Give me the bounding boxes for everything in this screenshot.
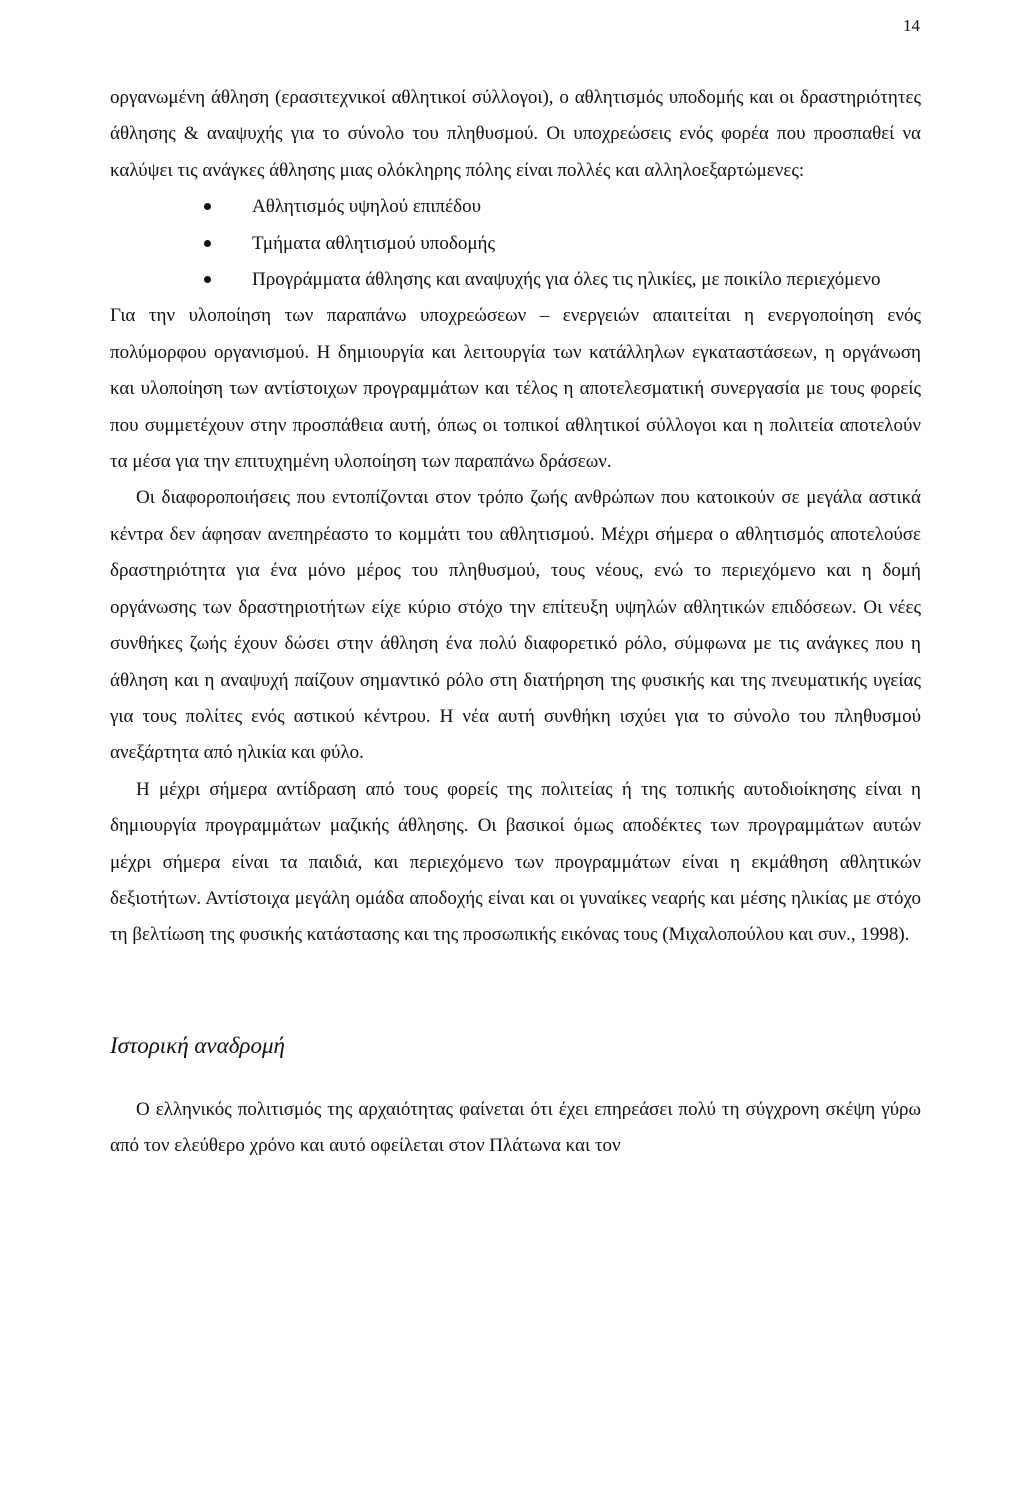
section-heading: Ιστορική αναδρομή (110, 1032, 285, 1058)
spacer (110, 1064, 921, 1092)
bullet-item: Αθλητισμός υψηλού επιπέδου (244, 189, 921, 225)
page-number: 14 (903, 16, 920, 35)
section-paragraph: Ο ελληνικός πολιτισμός της αρχαιότητας φαίνεται ότι έχει επηρεάσει πολύ τη σύγχρονη σκέψη γύρω από τον ελεύθερο χρόνο και αυτό οφείλεται στον Πλάτωνα και τον (110, 1098, 921, 1157)
body-text (110, 80, 921, 1165)
continuation-paragraph: Για την υλοποίηση των παραπάνω υποχρεώσεων – ενεργειών απαιτείται η ενεργοποίηση ενός πολύμορφου οργανισμού. Η δημιουργία και λειτουργία των κατάλληλων εγκαταστάσεων, η οργάνωση και υλοποίηση των αντίστοιχων προγραμμάτων και τέλος η αποτελεσματική συνεργασία με τους φορείς που συμμετέχουν στην προσπάθεια αυτή, όπως οι τοπικοί αθλητικοί σύλλογοι και η πολιτεία αποτελούν τα μέσα για την επιτυχημένη υλοποίηση των παραπάνω δράσεων. (110, 305, 921, 473)
bullet-list (110, 189, 921, 298)
intro-paragraph: οργανωμένη άθληση (ερασιτεχνικοί αθλητικοί σύλλογοι), ο αθλητισμός υποδομής και οι δραστηριότητες άθλησης & αναψυχής για το σύνολο του πληθυσμού. Οι υποχρεώσεις ενός φορέα που προσπαθεί να καλύψει τις ανάγκες άθλησης μιας ολόκληρης πόλης είναι πολλές και αλληλοεξαρτώμενες: (110, 87, 921, 181)
bullet-item: Προγράμματα άθλησης και αναψυχής για όλες τις ηλικίες, με ποικίλο περιεχόμενο (244, 262, 921, 298)
spacer (110, 954, 921, 1028)
bullet-item: Τμήματα αθλητισμού υποδομής (244, 226, 921, 262)
body-paragraph: Η μέχρι σήμερα αντίδραση από τους φορείς της πολιτείας ή της τοπικής αυτοδιοίκησης είναι η δημιουργία προγραμμάτων μαζικής άθλησης. Οι βασικοί όμως αποδέκτες των προγραμμάτων αυτών μέχρι σήμερα είναι τα παιδιά, και περιεχόμενο των προγραμμάτων είναι η εκμάθηση αθλητικών δεξιοτήτων. Αντίστοιχα μεγάλη ομάδα αποδοχής είναι και οι γυναίκες νεαρής και μέσης ηλικίας με στόχο τη βελτίωση της φυσικής κατάστασης και της προσωπικής εικόνας τους (Μιχαλοπούλου και συν., 1998). (110, 778, 921, 946)
body-paragraph: Οι διαφοροποιήσεις που εντοπίζονται στον τρόπο ζωής ανθρώπων που κατοικούν σε μεγάλα αστικά κέντρα δεν άφησαν ανεπηρέαστο το κομμάτι του αθλητισμού. Μέχρι σήμερα ο αθλητισμός αποτελούσε δραστηριότητα για ένα μόνο μέρος του πληθυσμού, τους νέους, ενώ το περιεχόμενο και η δομή οργάνωσης των δραστηριοτήτων είχε κύριο στόχο την επίτευξη υψηλών αθλητικών επιδόσεων. Οι νέες συνθήκες ζωής έχουν δώσει στην άθληση ένα πολύ διαφορετικό ρόλο, σύμφωνα με τις ανάγκες που η άθληση και η αναψυχή παίζουν σημαντικό ρόλο στη διατήρηση της φυσικής και της πνευματικής υγείας για τους πολίτες ενός αστικού κέντρου. Η νέα αυτή συνθήκη ισχύει για το σύνολο του πληθυσμού ανεξάρτητα από ηλικία και φύλο. (110, 487, 921, 764)
